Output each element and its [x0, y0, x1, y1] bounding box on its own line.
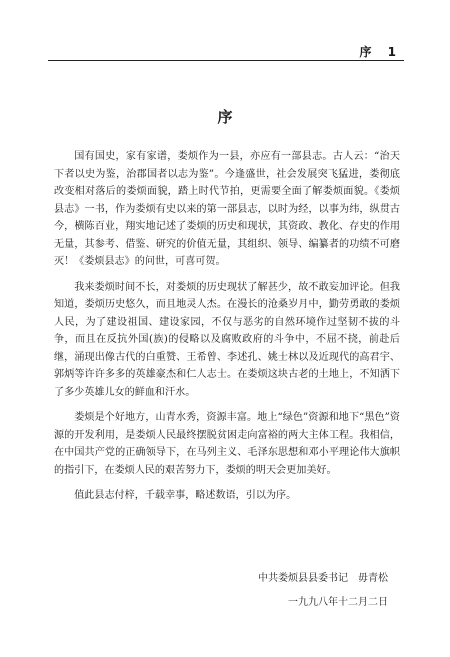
page-header — [48, 44, 404, 61]
signature-date: 一九九八年十二月二日 — [288, 597, 388, 608]
paragraph: 我来娄烦时间不长，对娄烦的历史现状了解甚少，故不敢妄加评论。但我知道，娄烦历史悠久，而且地灵人杰。在漫长的沧桑岁月中，勤劳勇敢的娄烦人民，为了建设祖国、建设家园，不仅与恶劣的自然环境作过坚韧不拔的斗争，而且在反抗外国(族)的侵略以及腐败政府的斗争中，不屈不挠，前赴后继，涌现出像古代的白重赞、王希曾、李述孔、姚士林以及近现代的高君宇、郭炳等许许多多的英雄豪杰和仁人志士。在娄烦这块古老的土地上，不知洒下了多少英雄儿女的鲜血和汗水。 — [54, 281, 400, 398]
header-section: 序 — [359, 45, 378, 59]
paragraph: 国有国史，家有家谱，娄烦作为一县，亦应有一部县志。古人云：“治天下者以史为鉴，治郡国者以志为鉴”。今逢盛世，社会发展突飞猛进，娄彻底改变相对落后的娄烦面貌，踏上时代节拍，更需要全面了解娄烦面貌。《娄烦县志》一书，作为娄烦有史以来的第一部县志，以时为经，以事为纬，纵贯古今，横陈百业，翔实地记述了娄烦的历史和现状，其资政、教化、存史的作用无量，其参考、借鉴、研究的价值无量，其组织、领导、编纂者的功绩不可磨灭！《娄烦县志》的问世，可喜可贺。 — [54, 151, 400, 267]
page-number: 1 — [387, 45, 402, 59]
preface-title: 序 — [217, 108, 233, 126]
preface-body — [54, 148, 400, 513]
paragraph: 娄烦是个好地方，山青水秀，资源丰富。地上“绿色”资源和地下“黑色”资源的开发利用，是娄烦人民最终摆脱贫困走向富裕的两大主体工程。我相信，在中国共产党的正确领导下，在马列主义、毛泽东思想和邓小平理论伟大旗帜的指引下，在娄烦人民的艰苦努力下，娄烦的明天会更加美好。 — [54, 412, 400, 476]
signature-block — [258, 567, 388, 615]
paragraph: 值此县志付梓，千载幸事，略述数语，引以为序。 — [74, 490, 297, 501]
running-header — [359, 43, 402, 60]
signature-author: 中共娄烦县县委书记 毋青松 — [258, 573, 388, 584]
